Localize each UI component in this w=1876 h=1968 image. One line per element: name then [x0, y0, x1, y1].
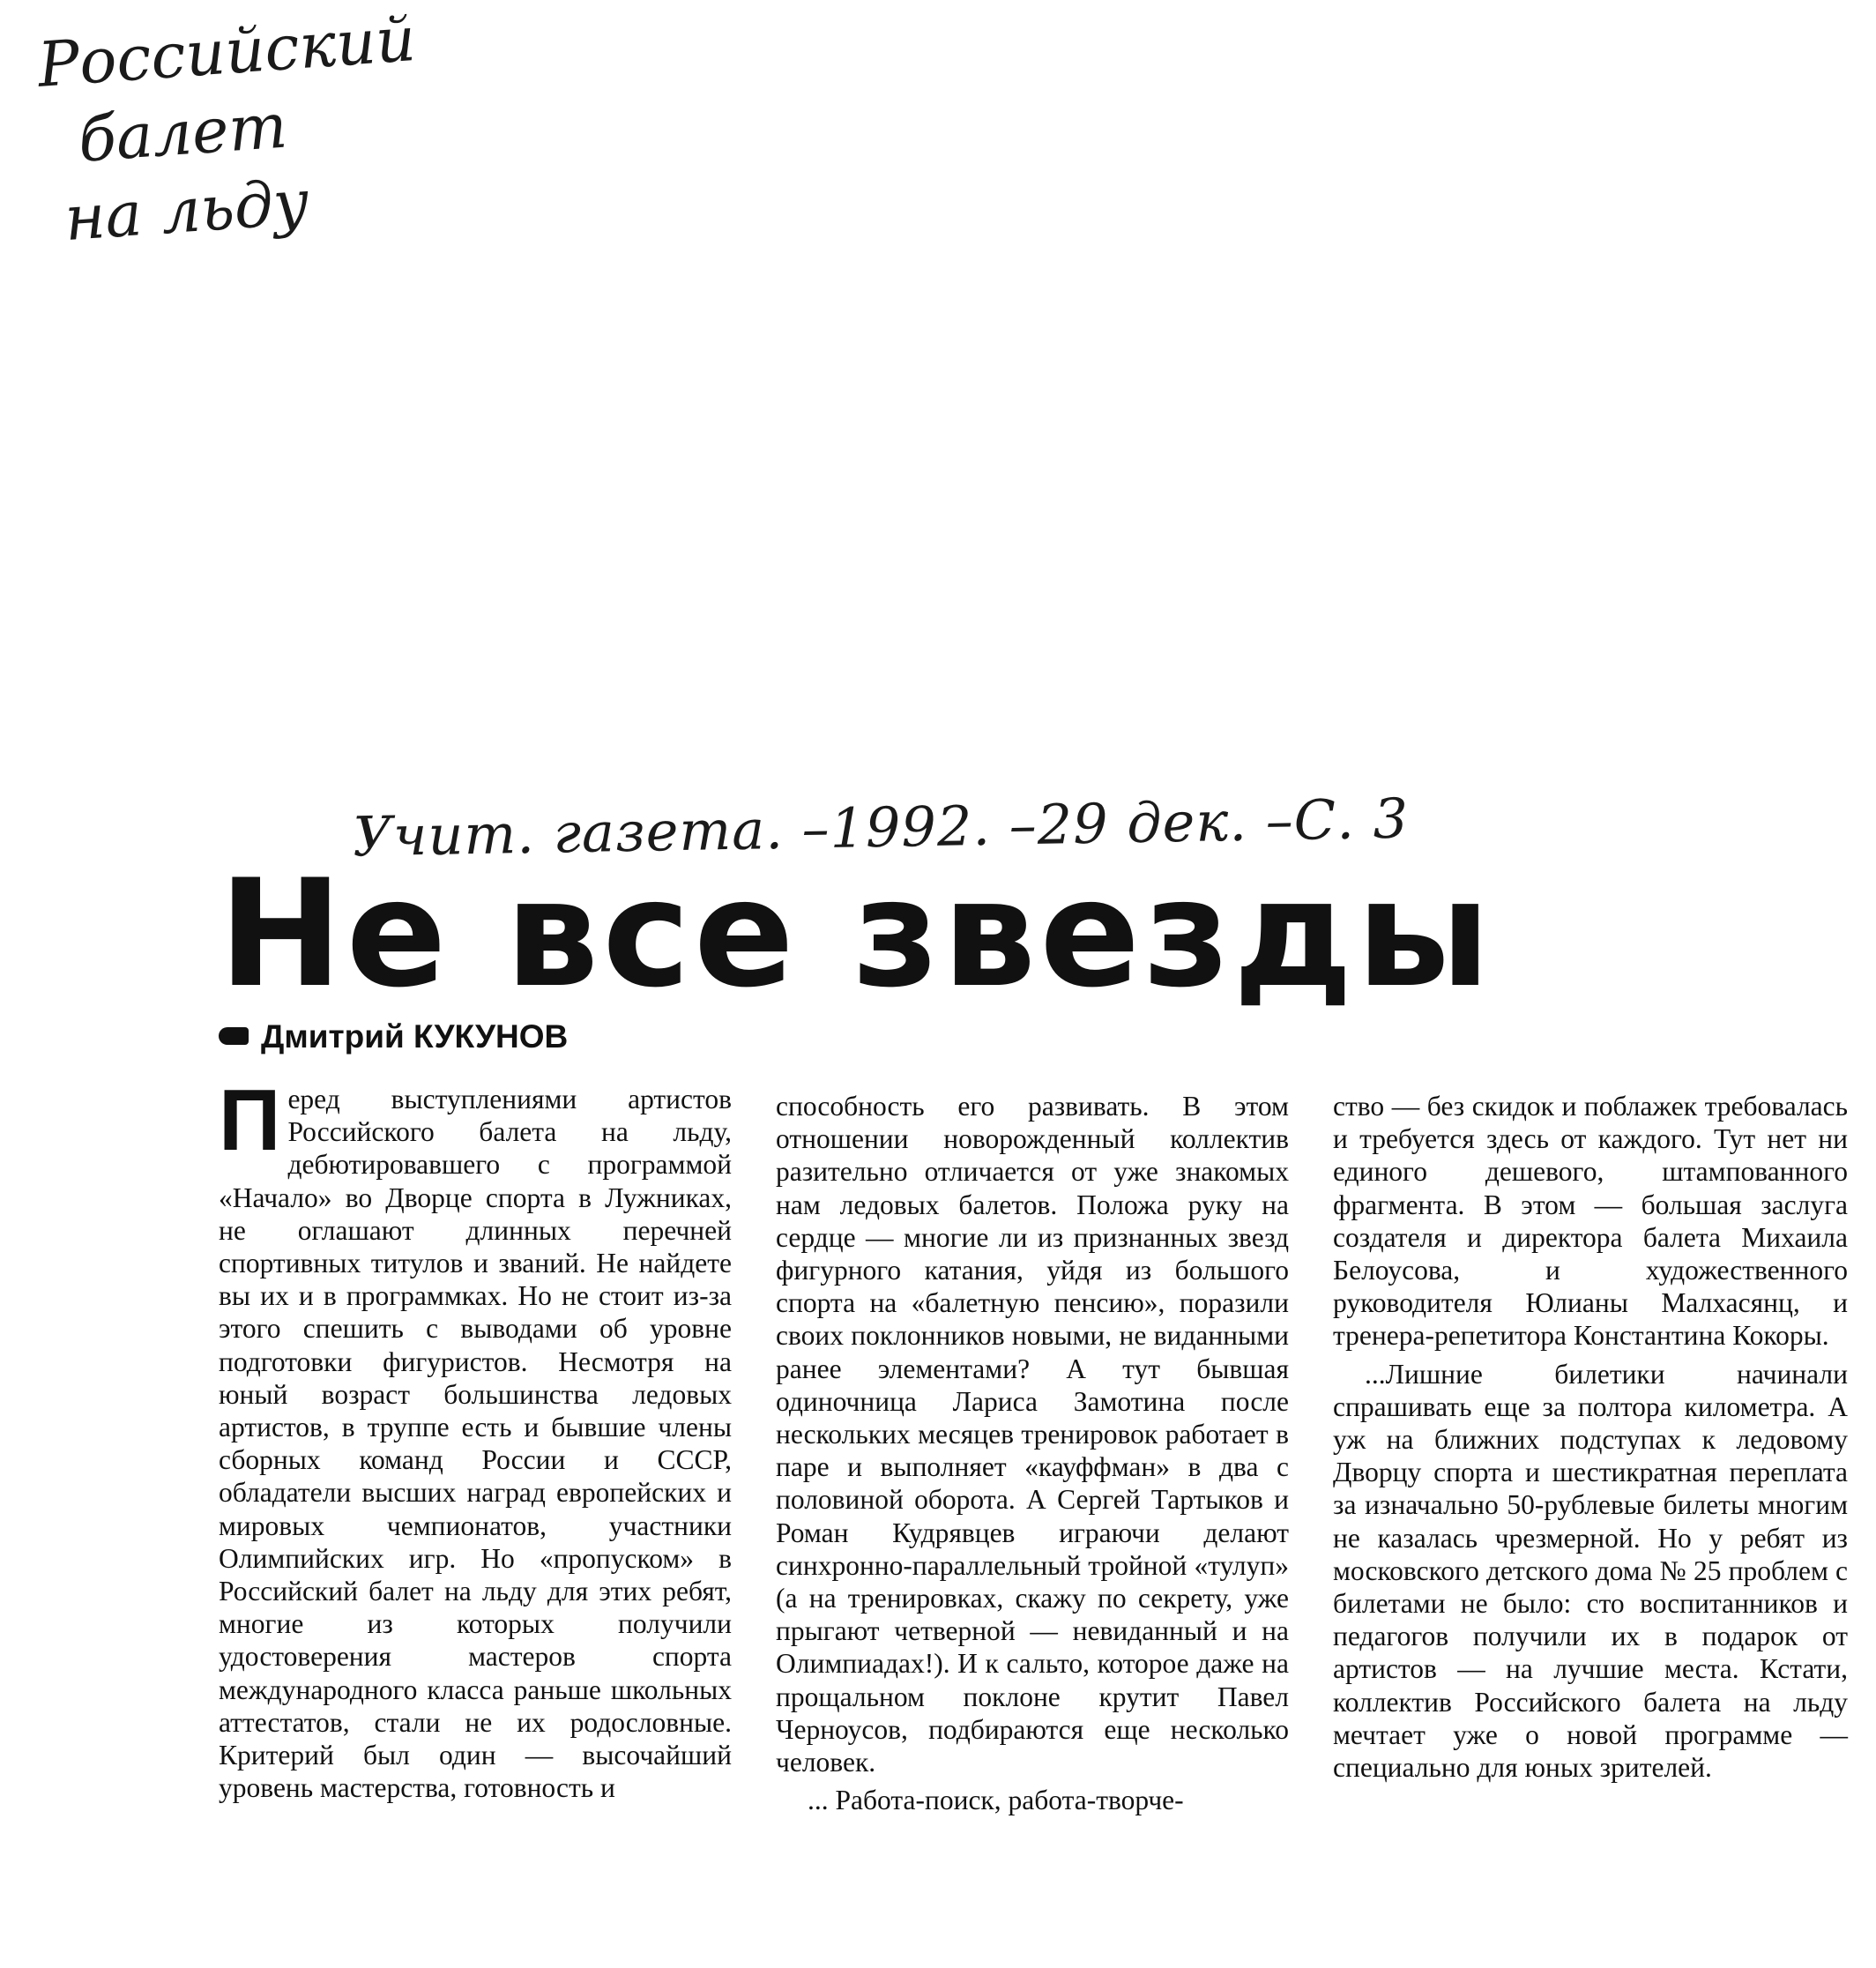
paragraph-text: еред выступлениями артистов Российского балета на льду, дебютировавшего с программой «Начало» во Дворце спорта в Лужниках, не оглашают длинных перечней спортивных титулов и званий. Не найдете вы их и в программках. Но не стоит из-за этого спешить с выводами об уровне подготовки фигуристов. Несмотря на юный возраст большинства ледовых артистов, в труппе есть и бывшие члены сборных команд России и СССР, обладатели высших наград европейских и мировых чемпионатов, участники Олимпийских игр. Но «пропуском» в Российский балет на льду для этих ребят, многие из которых получили удостоверения мастеров спорта международного класса раньше школьных аттестатов, стали не их родословные. Критерий был один — высочайший уровень мастерства, готовность и: [219, 1084, 732, 1804]
article-title: Не все звезды: [219, 847, 1494, 1020]
article-paragraph: ...Лишние билетики начинали спрашивать еще за полтора километра. А уж на ближних подступах к ледовому Дворцу спорта и шестикратная переплата за изначально 50-рублевые билеты многим не казалась чрезмерной. Но у ребят из московского детского дома № 25 проблем с билетами не было: сто воспитанников и педагогов получили их в подарок от артистов — на лучшие места. Кстати, коллектив Российского балета на льду мечтает уже о новой программе — специально для юных зрителей.: [1333, 1358, 1848, 1784]
drop-cap: П: [219, 1071, 281, 1168]
article-column-3: [1333, 1090, 1848, 1784]
handwritten-source-citation: Учит. газета. –1992. –29 дек. –С. 3: [352, 786, 1410, 869]
article-paragraph: способность его развивать. В этом отношении новорожденный коллектив разительно отличается от уже знакомых нам ледовых балетов. Положа руку на сердце — многие ли из признанных звезд фигурного катания, уйдя из большого спорта на «балетную пенсию», поразили своих поклонников новыми, не виданными ранее элементами? А тут бывшая одиночница Лариса Замотина после нескольких месяцев тренировок работает в паре и выполняет «кауффман» в два с половиной оборота. А Сергей Тартыков и Роман Кудрявцев играючи делают синхронно-параллельный тройной «тулуп» (а на тренировках, скажу по секрету, уже прыгают четверной — невиданный и на Олимпиадах!). И к сальто, которое даже на прощальном поклоне крутит Павел Черноусов, подбираются еще несколько человек.: [776, 1091, 1289, 1778]
author-name: Дмитрий КУКУНОВ: [261, 1018, 569, 1055]
article-paragraph: [219, 1071, 732, 1804]
article-paragraph: ... Работа-поиск, работа-творче-: [808, 1785, 1184, 1816]
handwritten-note-line: на льду: [62, 165, 312, 256]
pen-icon: [219, 1027, 249, 1045]
handwritten-note-line: балет: [76, 89, 290, 176]
article-column-2: [776, 1090, 1289, 1816]
handwritten-note-line: Российский: [35, 3, 418, 101]
article-column-1: [219, 1071, 732, 1804]
byline: [219, 1018, 568, 1055]
article-paragraph: ство — без скидок и поблажек требовалась и требуется здесь от каждого. Тут нет ни единого дешевого, штампованного фрагмента. В этом — большая заслуга создателя и директора балета Михаила Белоусова, и художественного руководителя Юлианы Малхасянц, и тренера-репетитора Константина Кокоры.: [1333, 1091, 1848, 1352]
handwritten-note: [35, 0, 428, 258]
